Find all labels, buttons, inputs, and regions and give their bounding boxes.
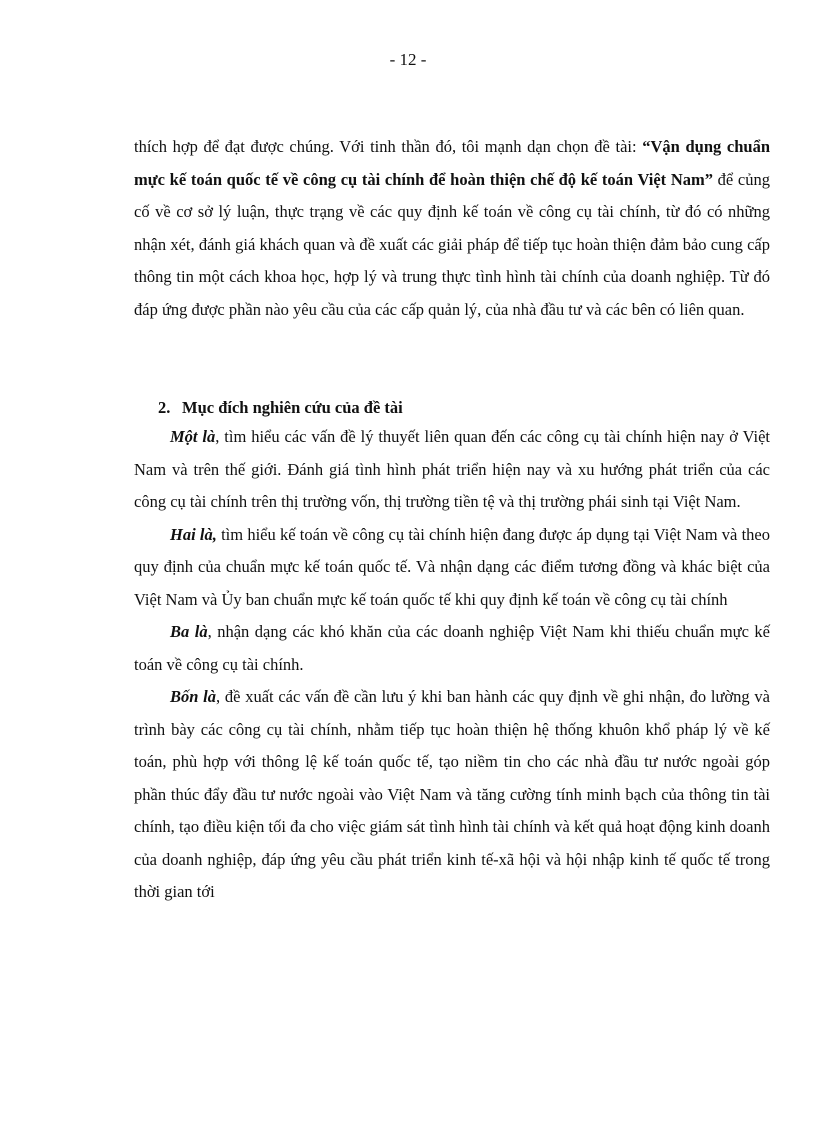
section-title: Mục đích nghiên cứu của đề tài [182, 398, 403, 417]
thesis-title: “Vận dụng chuẩn mực kế toán quốc tế về công cụ tài chính để hoàn thiện chế độ kế toán Việt Nam” [134, 137, 771, 189]
purpose-lead: Hai là, [170, 524, 217, 544]
purpose-text: , tìm hiểu các vấn đề lý thuyết liên quan đến các công cụ tài chính hiện nay ở Việt Nam và trên thế giới. Đánh giá tình hình phát triển hiện nay và xu hướng phát triển của các công cụ tài chính trên thị trường vốn, thị trường tiền tệ và thị trường phái sinh tại Việt Nam. [134, 427, 770, 511]
purpose-lead: Một là [170, 427, 216, 446]
purpose-text: , nhận dạng các khó khăn của các doanh nghiệp Việt Nam khi thiếu chuẩn mực kế toán về công cụ tài chính. [134, 622, 770, 674]
purposes-list [134, 421, 770, 909]
purpose-paragraph-1 [134, 421, 770, 519]
intro-text-before: thích hợp để đạt được chúng. Với tinh thần đó, tôi mạnh dạn chọn đề tài: [134, 137, 643, 156]
intro-text-after: để củng cố về cơ sở lý luận, thực trạng về các quy định kế toán về công cụ tài chính, từ đó có những nhận xét, đánh giá khách quan và đề xuất các giải pháp để tiếp tục hoàn thiện đảm bảo cung cấp thông tin một cách khoa học, hợp lý và trung thực tình hình tài chính của doanh nghiệp. Từ đó đáp ứng được phần nào yêu cầu của các cấp quản lý, của nhà đầu tư và các bên có liên quan. [134, 169, 770, 319]
purpose-lead: Ba là [170, 622, 208, 641]
intro-paragraph [134, 131, 770, 326]
purpose-text: , đề xuất các vấn đề cần lưu ý khi ban hành các quy định về ghi nhận, đo lường và trình bày các công cụ tài chính, nhằm tiếp tục hoàn thiện hệ thống khuôn khổ pháp lý về kế toán, phù hợp với thông lệ kế toán quốc tế, tạo niềm tin cho các nhà đầu tư nước ngoài góp phần thúc đẩy đầu tư nước ngoài vào Việt Nam và tăng cường tính minh bạch của thông tin tài chính, tạo điều kiện tối đa cho việc giám sát tình hình tài chính và kết quả hoạt động kinh doanh của doanh nghiệp, đáp ứng yêu cầu phát triển kinh tế-xã hội và hội nhập kinh tế quốc tế trong thời gian tới [134, 687, 770, 901]
purpose-paragraph-2 [134, 519, 770, 617]
purpose-lead: Bốn là [170, 687, 217, 706]
page-number: - 12 - [389, 50, 427, 69]
purpose-paragraph-4 [134, 681, 770, 909]
purpose-paragraph-3 [134, 616, 770, 681]
section-number: 2. [158, 398, 171, 417]
purpose-text: tìm hiểu kế toán về công cụ tài chính hiện đang được áp dụng tại Việt Nam và theo quy định của chuẩn mực kế toán quốc tế. Và nhận dạng các điểm tương đồng và khác biệt của Việt Nam và Ủy ban chuẩn mực kế toán quốc tế khi quy định kế toán về công cụ tài chính [134, 524, 770, 609]
section-heading [158, 395, 403, 421]
